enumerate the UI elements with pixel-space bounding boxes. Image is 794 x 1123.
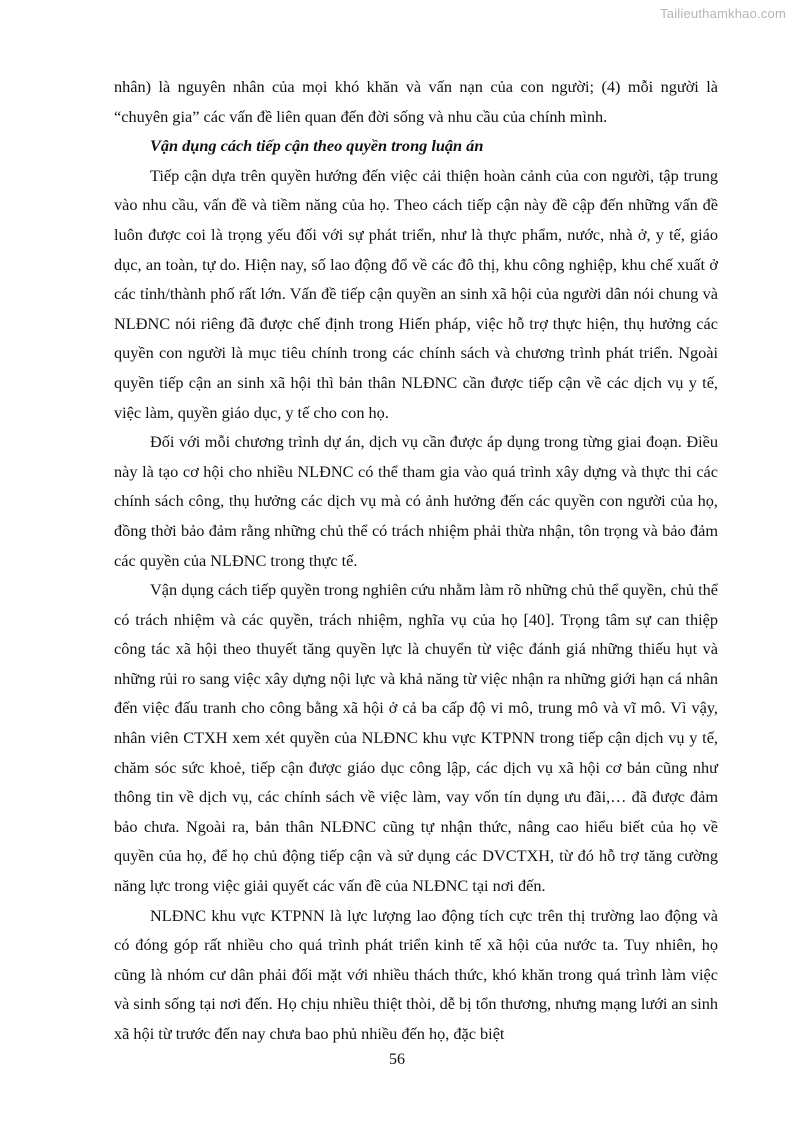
document-body	[114, 72, 718, 1049]
paragraph-rights-approach: Tiếp cận dựa trên quyền hướng đến việc cải thiện hoàn cảnh của con người, tập trung vào nhu cầu, vấn đề và tiềm năng của họ. Theo cách tiếp cận này đề cập đến những vấn đề luôn được coi là trọng yếu đối với sự phát triển, như là thực phẩm, nước, nhà ở, y tế, giáo dục, an toàn, tự do. Hiện nay, số lao động đổ về các đô thị, khu công nghiệp, khu chế xuất ở các tỉnh/thành phố rất lớn. Vấn đề tiếp cận quyền an sinh xã hội của người dân nói chung và NLĐNC nói riêng đã được chế định trong Hiến pháp, việc hỗ trợ thực hiện, thụ hưởng các quyền con người là mục tiêu chính trong các chính sách và chương trình phát triển. Ngoài quyền tiếp cận an sinh xã hội thì bản thân NLĐNC cần được tiếp cận về các dịch vụ y tế, việc làm, quyền giáo dục, y tế cho con họ.	[114, 165, 718, 422]
page-number: 56	[389, 1051, 405, 1068]
paragraph-continuation: nhân) là nguyên nhân của mọi khó khăn và vấn nạn của con người; (4) mỗi người là “chuyên gia” các vấn đề liên quan đến đời sống và nhu cầu của chính mình.	[114, 77, 718, 126]
paragraph-migrant-workers: NLĐNC khu vực KTPNN là lực lượng lao động tích cực trên thị trường lao động và có đóng góp rất nhiều cho quá trình phát triển kinh tế xã hội của nước ta. Tuy nhiên, họ cũng là nhóm cư dân phải đối mặt với nhiều thách thức, khó khăn trong quá trình làm việc và sinh sống tại nơi đến. Họ chịu nhiều thiệt thòi, dễ bị tổn thương, nhưng mạng lưới an sinh xã hội từ trước đến nay chưa bao phủ nhiều đến họ, đặc biệt	[114, 905, 718, 1043]
section-heading: Vận dụng cách tiếp cận theo quyền trong luận án	[150, 136, 484, 156]
watermark-text: Tailieuthamkhao.com	[660, 6, 786, 21]
paragraph-program-application: Đối với mỗi chương trình dự án, dịch vụ cần được áp dụng trong từng giai đoạn. Điều này là tạo cơ hội cho nhiều NLĐNC có thể tham gia vào quá trình xây dựng và thực thi các chính sách công, thụ hưởng các dịch vụ mà có ảnh hưởng đến các quyền con người của họ, đồng thời bảo đảm rằng những chủ thể có trách nhiệm phải thừa nhận, tôn trọng và bảo đảm các quyền của NLĐNC trong thực tế.	[114, 432, 718, 570]
paragraph-empowerment: Vận dụng cách tiếp quyền trong nghiên cứu nhằm làm rõ những chủ thể quyền, chủ thể có trách nhiệm và các quyền, trách nhiệm, nghĩa vụ của họ [40]. Trọng tâm sự can thiệp công tác xã hội theo thuyết tăng quyền lực là chuyển từ việc đánh giá những thiếu hụt và những rủi ro sang việc xây dựng nội lực và khả năng từ việc nhận ra những giới hạn cá nhân đến việc đấu tranh cho công bằng xã hội ở cả ba cấp độ vi mô, trung mô và vĩ mô. Vì vậy, nhân viên CTXH xem xét quyền của NLĐNC khu vực KTPNN trong tiếp cận dịch vụ y tế, chăm sóc sức khoẻ, tiếp cận được giáo dục công lập, các dịch vụ xã hội cơ bản cũng như thông tin về dịch vụ, các chính sách về việc làm, vay vốn tín dụng ưu đãi,… đã được đảm bảo chưa. Ngoài ra, bản thân NLĐNC cũng tự nhận thức, nâng cao hiểu biết của họ về quyền của họ, để họ chủ động tiếp cận và sử dụng các DVCTXH, từ đó hỗ trợ tăng cường năng lực trong việc giải quyết các vấn đề của NLĐNC tại nơi đến.	[114, 580, 718, 896]
